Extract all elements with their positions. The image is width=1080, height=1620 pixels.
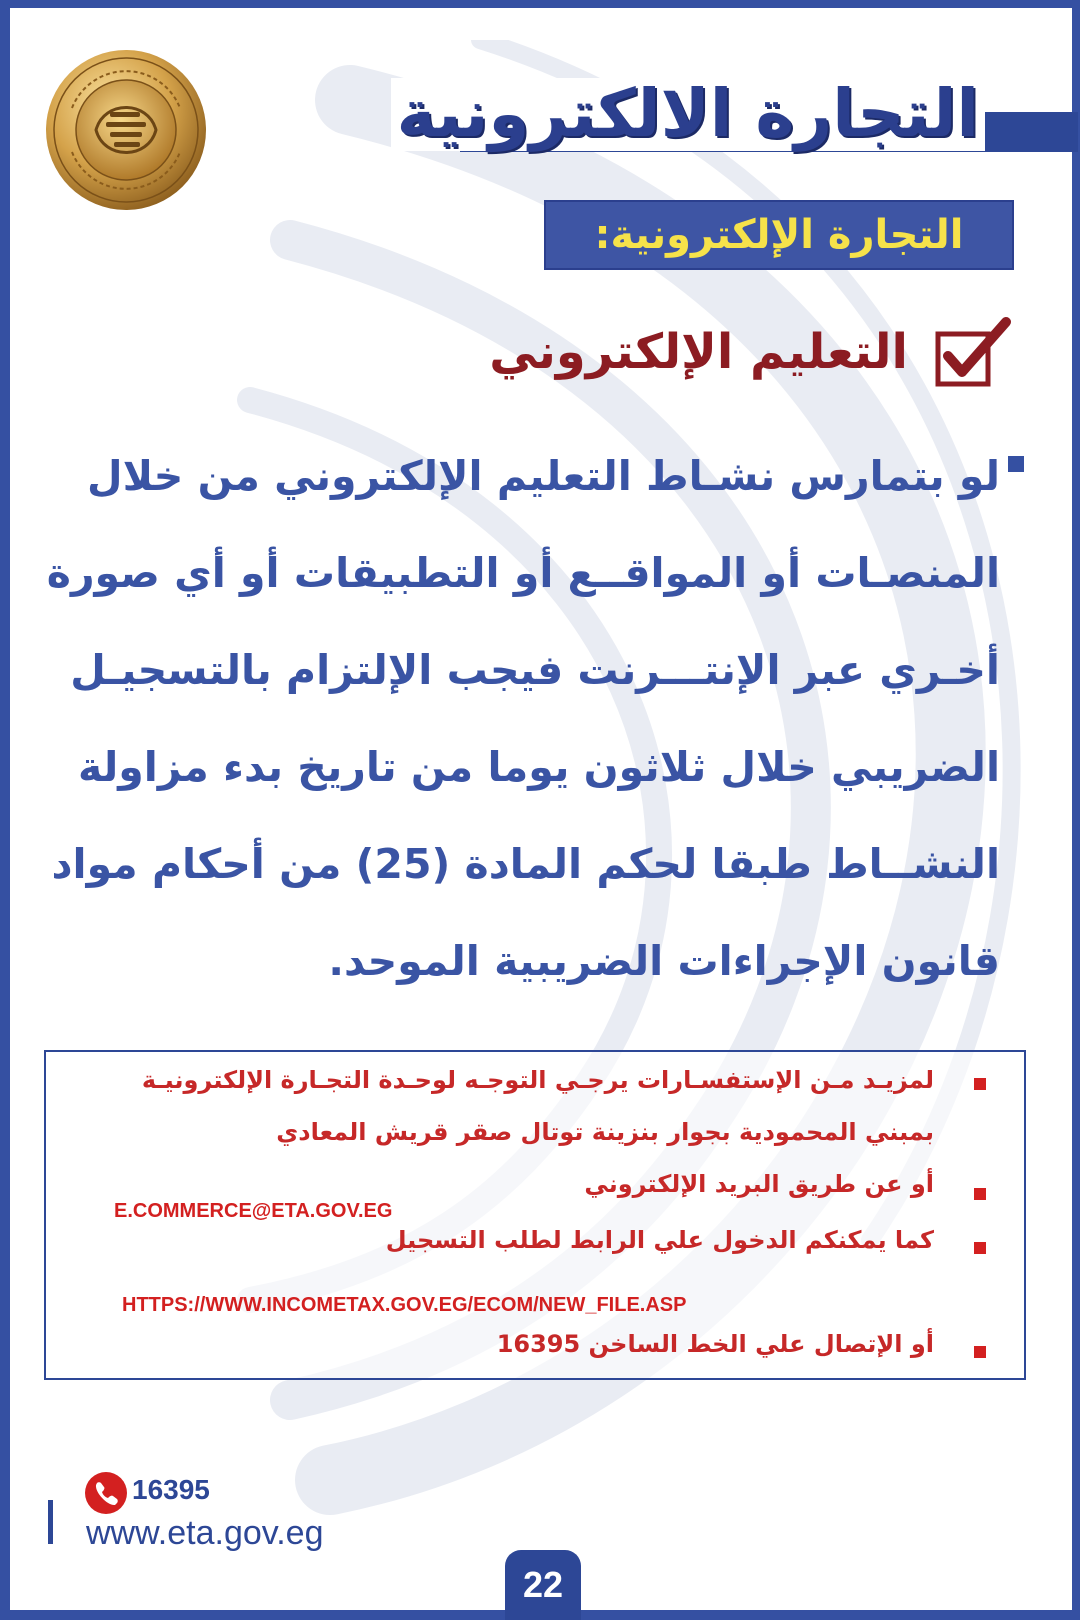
body-line: لو بتمارس نشـاط التعليم الإلكتروني من خلال bbox=[87, 452, 1000, 500]
frame-left bbox=[0, 0, 10, 1620]
ministry-seal-logo bbox=[44, 48, 208, 212]
bullet-square-icon bbox=[974, 1346, 986, 1358]
info-line-email-label: أو عن طريق البريد الإلكتروني bbox=[584, 1170, 934, 1198]
body-line: قانون الإجراءات الضريبية الموحد. bbox=[328, 937, 1000, 985]
bullet-square-icon bbox=[974, 1078, 986, 1090]
frame-right bbox=[1072, 0, 1080, 1620]
footer-accent-bar bbox=[48, 1500, 53, 1544]
email-link[interactable]: E.COMMERCE@ETA.GOV.EG bbox=[114, 1200, 393, 1222]
subtitle-text: التجارة الإلكترونية: bbox=[594, 212, 964, 258]
body-line: أخـري عبر الإنتـــرنت فيجب الإلتزام بالتسجيـل bbox=[70, 646, 1000, 694]
subtitle-banner bbox=[544, 200, 1014, 270]
bullet-square-icon bbox=[1008, 456, 1024, 472]
frame-top bbox=[0, 0, 1080, 8]
phone-icon bbox=[84, 1471, 128, 1515]
body-line: الضريبي خلال ثلاثون يوما من تاريخ بدء مزاولة bbox=[78, 743, 1000, 791]
info-line-address: بمبني المحمودية بجوار بنزينة توتال صقر قريش المعادي bbox=[276, 1118, 934, 1146]
body-paragraph bbox=[46, 428, 1000, 1010]
checkbox-checked-icon bbox=[932, 312, 1012, 392]
contact-info-box bbox=[44, 1050, 1026, 1380]
page-number-badge bbox=[505, 1550, 581, 1620]
info-line-register-label: كما يمكنكم الدخول علي الرابط لطلب التسجيل bbox=[385, 1226, 934, 1254]
page-title: التجارة الالكترونية bbox=[391, 78, 985, 151]
hotline-number[interactable]: 16395 bbox=[132, 1474, 210, 1505]
page-number: 22 bbox=[522, 1564, 564, 1605]
body-line: المنصـات أو المواقــع أو التطبيقات أو أي صورة bbox=[46, 549, 1000, 597]
website-link[interactable]: www.eta.gov.eg bbox=[86, 1514, 324, 1552]
bullet-square-icon bbox=[974, 1188, 986, 1200]
info-line-inquiries: لمزيـد مـن الإستفسـارات يرجـي التوجـه لوحـدة التجـارة الإلكترونيـة bbox=[141, 1066, 934, 1094]
body-line: النشــاط طبقا لحكم المادة (25) من أحكام مواد bbox=[51, 840, 1000, 888]
bullet-square-icon bbox=[974, 1242, 986, 1254]
section-heading bbox=[489, 312, 1012, 392]
info-line-hotline: أو الإتصال علي الخط الساخن 16395 bbox=[496, 1330, 934, 1358]
registration-url-link[interactable]: HTTPS://WWW.INCOMETAX.GOV.EG/ECOM/NEW_FILE.ASP bbox=[122, 1294, 687, 1316]
section-title: التعليم الإلكتروني bbox=[489, 324, 908, 380]
